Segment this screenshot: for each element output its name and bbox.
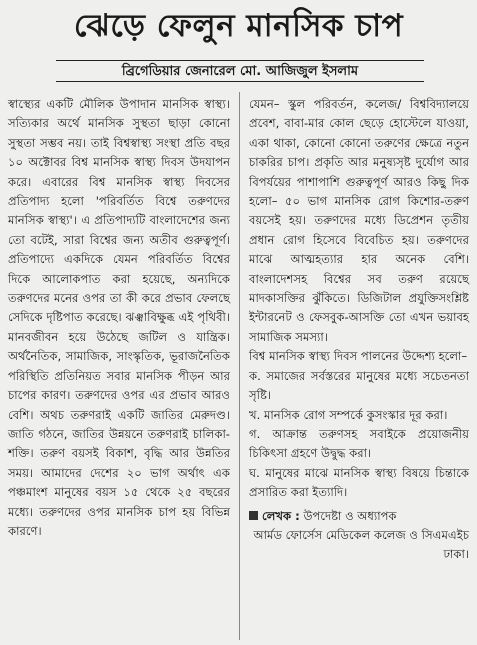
purpose-item-gha: ঘ. মানুষের মাঝে মানসিক স্বাস্থ্য বিষয়ে চিন্তাকে প্রসারিত করা ইত্যাদি। [249,465,469,500]
article-headline: ঝেড়ে ফেলুন মানসিক চাপ [73,8,404,44]
purpose-heading: বিশ্ব মানসিক স্বাস্থ্য দিবস পালনের উদ্দেশ্য হলো– [249,349,468,364]
column-divider [239,92,240,640]
article-left-column [8,95,230,541]
author-credit [249,507,469,526]
author-organization: আর্মড ফোর্সেস মেডিকেল কলেজ ও সিএমএইচ ঢাকা। [253,527,469,562]
purpose-item-kha: খ. মানসিক রোগ সম্পর্কে কুসংস্কার দূর করা। [249,407,448,422]
purpose-item-ga: গ. আক্রান্ত তরুণসহ সবাইকে প্রয়োজনীয় চিকিৎসা গ্রহণে উদ্বুদ্ধ করা। [249,426,469,461]
article-paragraph: স্বাস্থ্যের একটি মৌলিক উপাদান মানসিক স্বাস্থ্য। সত্যিকার অর্থে মানসিক সুস্থতা ছাড়া কোনো সুস্থতা সম্ভব নয়। তাই বিশ্বস্বাস্থ্য সংস্থা প্রতি বছর ১০ অক্টোবর বিশ্ব মানসিক স্বাস্থ্য দিবস উদযাপন করে। এবারের বিশ্ব মানসিক স্বাস্থ্য দিবসের প্রতিপাদ্য হলো 'পরিবর্তিত বিশ্বে তরুণদের মানসিক স্বাস্থ্য'। এ প্রতিপাদ্যটি বাংলাদেশের জন্য তো বটেই, সারা বিশ্বের জন্য অতীব গুরুত্বপূর্ণ। প্রতিপাদ্যে একদিকে যেমন পরিবর্তিত বিশ্বের দিকে আলোকপাত করা হয়েছে, অন্যদিকে তরুণদের মনের ওপর তা কী করে প্রভাব ফেলছে সেদিকে দৃষ্টিপাত করেছে। ঝঞ্ঝাবিক্ষুব্ধ এই পৃথিবী। মানবজীবন হয়ে উঠেছে জটিল ও যান্ত্রিক। অর্থনৈতিক, সামাজিক, সাংস্কৃতিক, ভূরাজনৈতিক পরিস্থিতি প্রতিনিয়ত সবার মানসিক পীড়ন আর চাপের কারণ। তরুণদের ওপর এর প্রভাব আরও বেশি। অথচ তরুণরাই একটি জাতির মেরুদণ্ড। জাতি গঠনে, জাতির উন্নয়নে তরুণরাই চালিকা-শক্তি। তরুণ বয়সই বিকাশ, বৃদ্ধি আর উন্নতির সময়। আমাদের দেশের ২০ ভাগ অর্থাৎ এক পঞ্চমাংশ মানুষের বয়স ১৫ থেকে ২৫ বছরের মধ্যে। তরুণদের ওপর মানসিক চাপ হয় বিভিন্ন কারণে। [8,97,230,538]
article-right-column [249,95,469,565]
author-label: লেখক : [262,508,300,523]
square-bullet-icon [249,511,258,520]
article-byline: ব্রিগেডিয়ার জেনারেল মো. আজিজুল ইসলাম [56,60,424,82]
article-paragraph: যেমন– স্কুল পরিবর্তন, কলেজ/ বিশ্ববিদ্যালয়ে প্রবেশ, বাবা-মার কোল ছেড়ে হোস্টেলে যাওয়া, একা থাকা, কোনো কোনো তরুণের ক্ষেত্রে নতুন চাকরির চাপ। প্রকৃতি আর মনুষ্যসৃষ্ট দুর্যোগ আর বিপর্যয়ের পাশাপাশি গুরুত্বপূর্ণ আরও কিছু দিক হলো– ৫০ ভাগ মানসিক রোগ কিশোর-তরুণ বয়সেই হয়। তরুণদের মধ্যে ডিপ্রেশন তৃতীয় প্রধান রোগ হিসেবে বিবেচিত হয়। তরুণদের মাঝে আত্মহত্যার হার অনেক বেশি। বাংলাদেশসহ বিশ্বের সব তরুণ রয়েছে মাদকাসক্তির ঝুঁকিতে। ডিজিটাল প্রযুক্তিসংশ্লিষ্ট ইন্টারনেট ও ফেসবুক-আসক্তি তো এখন ভয়াবহ সামাজিক সমস্যা। [249,97,469,344]
author-title: উপদেষ্টা ও অধ্যাপক [303,508,397,523]
purpose-item-ka: ক. সমাজের সর্বস্তরের মানুষের মধ্যে সচেতনতা সৃষ্টি। [249,368,469,403]
